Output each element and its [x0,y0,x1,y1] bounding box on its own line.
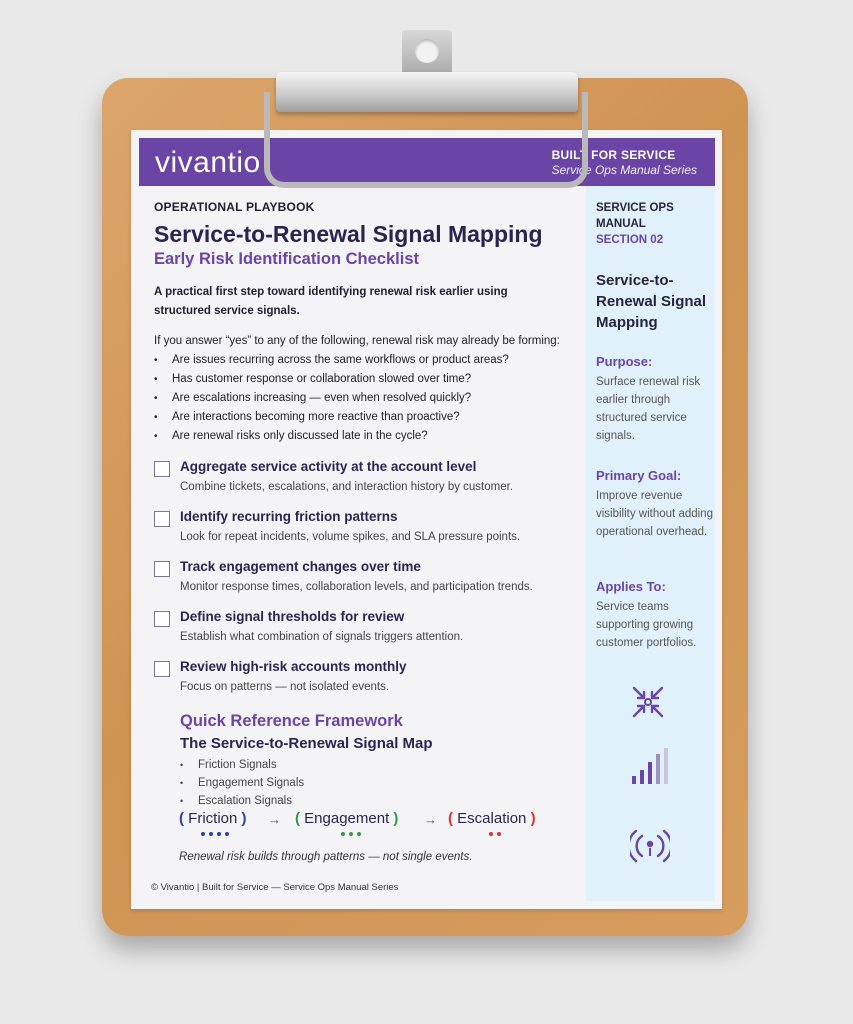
flow-label: Engagement [304,810,390,827]
flow-dot [349,832,353,836]
checklist-item-desc: Focus on patterns — not isolated events. [180,681,390,693]
clipboard-hook [402,30,452,76]
checkbox[interactable] [154,461,170,477]
flow-dots-engagement [341,832,361,836]
hook-hole [415,39,439,63]
checklist-item-title: Define signal thresholds for review [180,609,405,624]
flow-label: Friction [188,810,238,827]
questions-intro: If you answer “yes” to any of the following, renewal risk may already be forming: [154,335,560,347]
close-paren: ) [530,810,536,827]
footer: © Vivantio | Built for Service — Service Ops Manual Series [151,882,399,893]
checklist-item [154,558,574,608]
flow-arrow-icon: → [268,812,281,827]
converge-arrows-icon [630,684,666,720]
intro-line: A practical first step toward identifying renewal risk earlier using [154,286,508,298]
signal-bars-icon [630,746,670,786]
flow-dots-escalation [489,832,501,836]
quick-reference [180,712,574,810]
main-content [154,200,574,810]
question-item: • Are interactions becoming more reactive than proactive? [154,408,574,427]
sidebar [586,186,715,901]
section-label-line: SERVICE OPS [596,202,674,214]
clipboard-clip [276,72,578,112]
flow-dot [489,832,493,836]
flow-node-friction [179,810,247,827]
checkbox[interactable] [154,511,170,527]
section-label [596,200,674,248]
section-label-line: MANUAL [596,218,646,230]
flow-node-engagement [295,810,398,827]
checklist-item [154,508,574,558]
flow-dot [357,832,361,836]
section-number: SECTION 02 [596,234,664,246]
checklist-item [154,458,574,508]
series-badge [552,148,697,177]
quick-reference-heading: Quick Reference Framework [180,712,403,730]
checkbox[interactable] [154,661,170,677]
purpose-block [596,354,714,445]
purpose-heading: Purpose: [596,354,653,369]
flow-dots-friction [201,832,229,836]
flow-dot [341,832,345,836]
open-paren: ( [448,810,453,827]
page-subtitle: Early Risk Identification Checklist [154,250,419,268]
signal-item: • Engagement Signals [180,774,574,792]
vivantio-logo: vivantio [155,146,261,179]
tagline: Renewal risk builds through patterns — not single events. [179,851,473,863]
checkbox[interactable] [154,611,170,627]
open-paren: ( [179,810,184,827]
checklist-item [154,608,574,658]
signal-flow [179,810,559,844]
checklist-item-title: Identify recurring friction patterns [180,509,398,524]
signal-list [180,756,574,810]
applies-text: Service teams supporting growing customer portfolios. [596,601,697,649]
question-item: • Are issues recurring across the same workflows or product areas? [154,351,574,370]
applies-heading: Applies To: [596,579,666,594]
question-list [154,351,574,446]
checklist [154,458,574,708]
question-item: • Are escalations increasing — even when resolved quickly? [154,389,574,408]
header-bar [139,138,715,186]
page-title: Service-to-Renewal Signal Mapping [154,221,543,247]
flow-label: Escalation [457,810,527,827]
eyebrow: OPERATIONAL PLAYBOOK [154,200,315,214]
flow-arrow-icon: → [424,812,437,827]
goal-block [596,468,714,541]
intro-line: structured service signals. [154,305,300,317]
checklist-item-desc: Monitor response times, collaboration levels, and participation trends. [180,581,533,593]
goal-heading: Primary Goal: [596,468,682,483]
playbook-page [131,130,722,909]
question-item: • Has customer response or collaboration slowed over time? [154,370,574,389]
checklist-item-desc: Establish what combination of signals triggers attention. [180,631,464,643]
checkbox[interactable] [154,561,170,577]
intro-text [154,283,574,321]
flow-dot [209,832,213,836]
checklist-item-title: Track engagement changes over time [180,559,421,574]
close-paren: ) [241,810,247,827]
signal-item: • Friction Signals [180,756,574,774]
close-paren: ) [393,810,399,827]
flow-dot [497,832,501,836]
flow-node-escalation [448,810,536,827]
broadcast-signal-icon [630,828,670,864]
signal-map-heading: The Service-to-Renewal Signal Map [180,735,433,752]
built-for-service-label: BUILT FOR SERVICE [551,148,676,162]
flow-dot [225,832,229,836]
checklist-item-desc: Combine tickets, escalations, and interaction history by customer. [180,481,514,493]
checklist-item-title: Review high-risk accounts monthly [180,659,407,674]
sidebar-title: Service-to-Renewal Signal Mapping [596,272,707,331]
checklist-item-desc: Look for repeat incidents, volume spikes, and SLA pressure points. [180,531,521,543]
purpose-text: Surface renewal risk earlier through structured service signals. [596,376,701,442]
flow-dot [217,832,221,836]
series-label: Service Ops Manual Series [551,163,697,177]
question-item: • Are renewal risks only discussed late in the cycle? [154,427,574,446]
checklist-item [154,658,574,708]
open-paren: ( [295,810,300,827]
checklist-item-title: Aggregate service activity at the account level [180,459,477,474]
signal-item: • Escalation Signals [180,792,574,810]
flow-dot [201,832,205,836]
applies-block [596,579,714,652]
goal-text: Improve revenue visibility without adding operational overhead. [596,490,713,538]
